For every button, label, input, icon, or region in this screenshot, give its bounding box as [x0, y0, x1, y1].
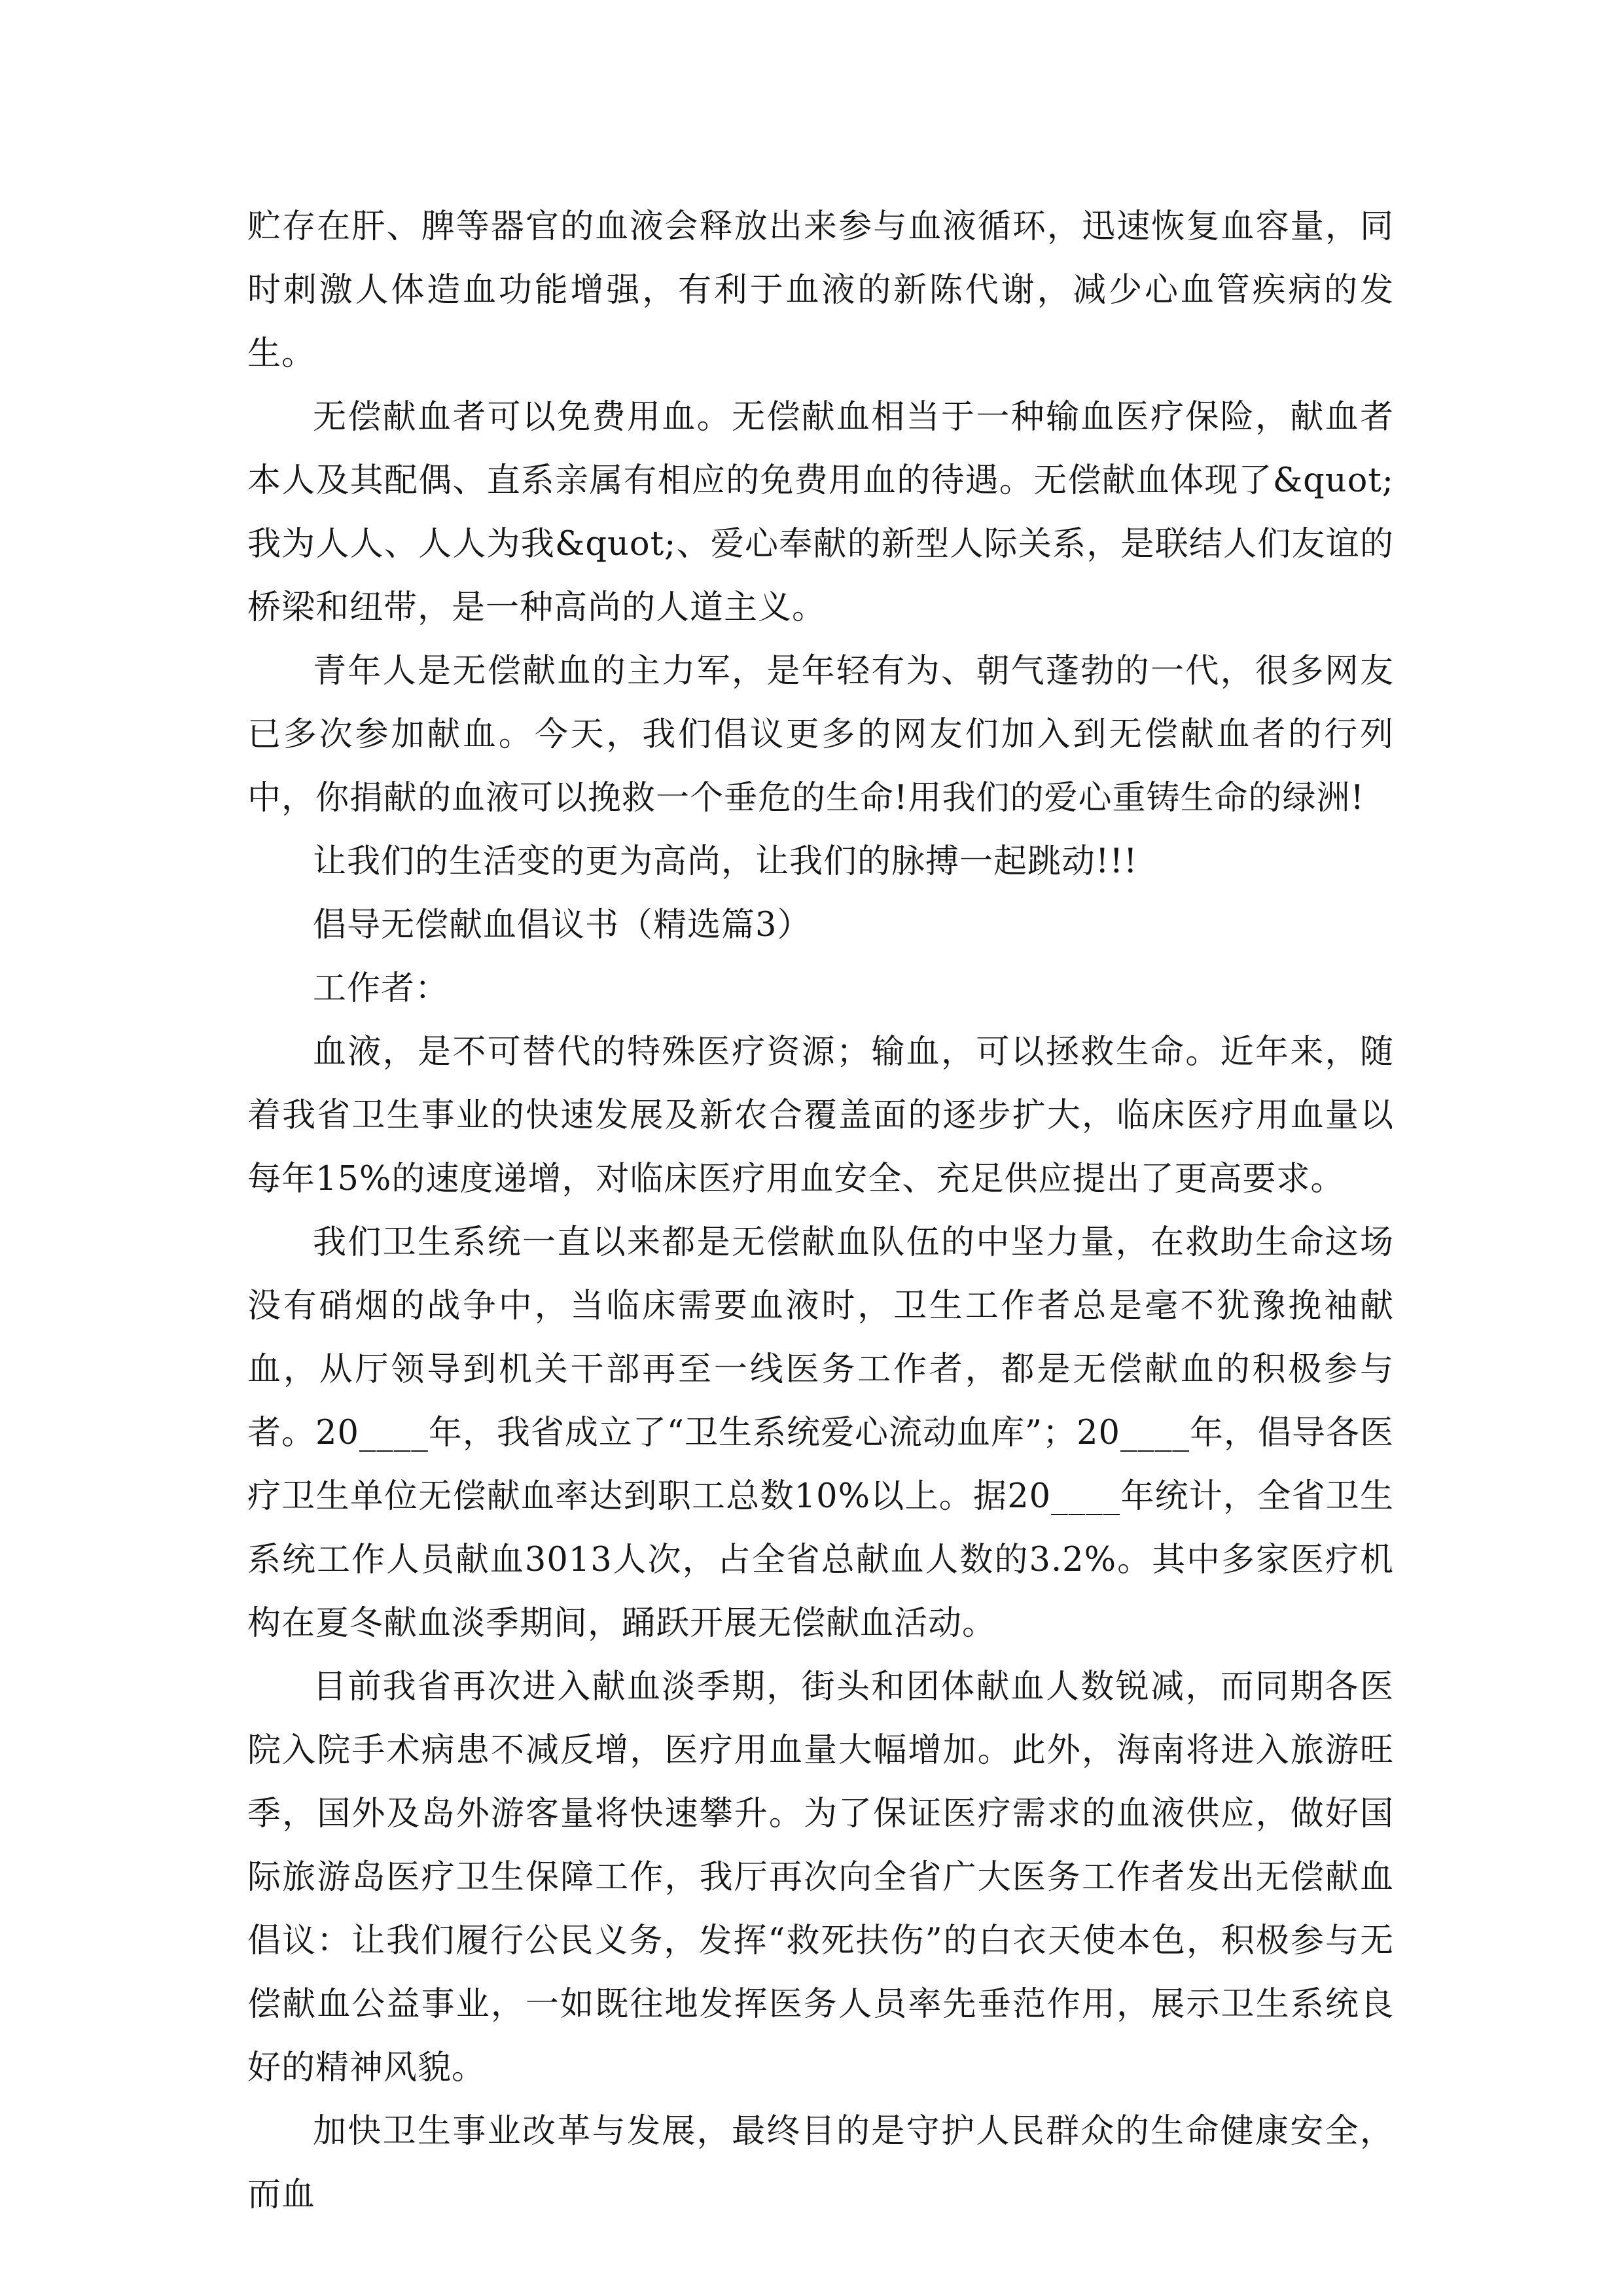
paragraph-5: 血液，是不可替代的特殊医疗资源；输血，可以拯救生命。近年来，随着我省卫生事业的快速发展及新农合覆盖面的逐步扩大，临床医疗用血量以每年15%的速度递增，对临床医疗用血安全、充足供应提出了更高要求。 — [247, 1033, 1394, 1198]
section-heading: 倡导无偿献血倡议书（精选篇3） — [313, 906, 812, 944]
document-page — [247, 195, 1394, 2227]
paragraph-7: 目前我省再次进入献血淡季期，街头和团体献血人数锐减，而同期各医院入院手术病患不减反增，医疗用血量大幅增加。此外，海南将进入旅游旺季，国外及岛外游客量将快速攀升。为了保证医疗需求的血液供应，做好国际旅游岛医疗卫生保障工作，我厅再次向全省广大医务工作者发出无偿献血倡议：让我们履行公民义务，发挥“救死扶伤”的白衣天使本色，积极参与无偿献血公益事业，一如既往地发挥医务人员率先垂范作用，展示卫生系统良好的精神风貌。 — [247, 1668, 1394, 2087]
paragraph-3: 青年人是无偿献血的主力军，是年轻有为、朝气蓬勃的一代，很多网友已多次参加献血。今天，我们倡议更多的网友们加入到无偿献血者的行列中，你捐献的血液可以挽救一个垂危的生命!用我们的爱心重铸生命的绿洲! — [247, 652, 1394, 817]
paragraph-4: 让我们的生活变的更为高尚，让我们的脉搏一起跳动!!! — [313, 842, 1138, 881]
salutation: 工作者： — [313, 969, 450, 1008]
paragraph-1: 贮存在肝、脾等器官的血液会释放出来参与血液循环，迅速恢复血容量，同时刺激人体造血功能增强，有利于血液的新陈代谢，减少心血管疾病的发生。 — [247, 207, 1394, 373]
paragraph-6: 我们卫生系统一直以来都是无偿献血队伍的中坚力量，在救助生命这场没有硝烟的战争中，当临床需要血液时，卫生工作者总是毫不犹豫挽袖献血，从厅领导到机关干部再至一线医务工作者，都是无偿献血的积极参与者。20____年，我省成立了“卫生系统爱心流动血库”；20____年，倡导各医疗卫生单位无偿献血率达到职工总数10%以上。据20____年统计，全省卫生系统工作人员献血3013人次，占全省总献血人数的3.2%。其中多家医疗机构在夏冬献血淡季期间，踊跃开展无偿献血活动。 — [247, 1223, 1394, 1643]
paragraph-2: 无偿献血者可以免费用血。无偿献血相当于一种输血医疗保险，献血者本人及其配偶、直系亲属有相应的免费用血的待遇。无偿献血体现了&quot;我为人人、人人为我&quot;、爱心奉献的新型人际关系，是联结人们友谊的桥梁和纽带，是一种高尚的人道主义。 — [247, 398, 1394, 627]
paragraph-8: 加快卫生事业改革与发展，最终目的是守护人民群众的生命健康安全，而血 — [247, 2112, 1394, 2214]
